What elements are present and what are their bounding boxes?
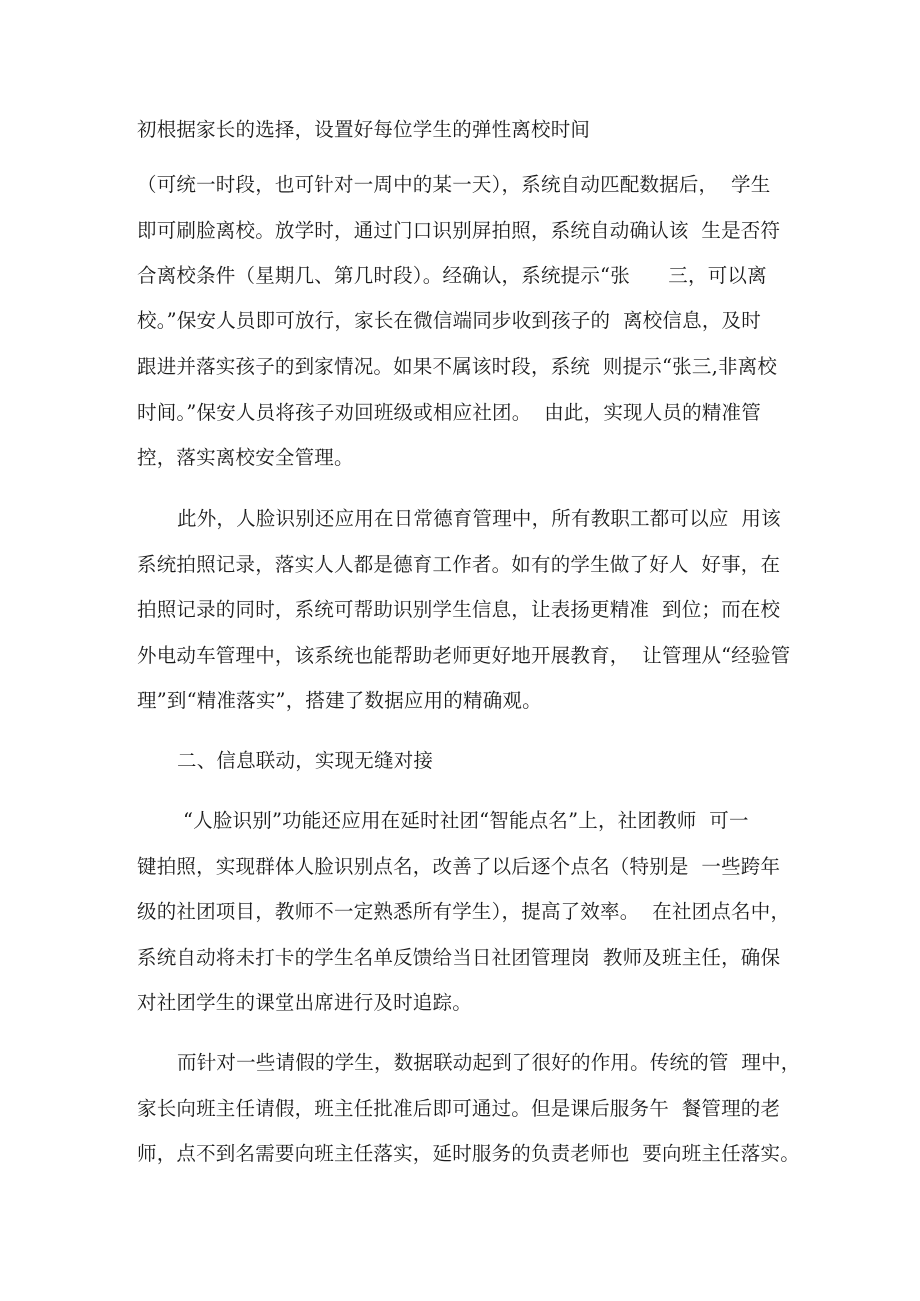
text-line: 键拍照，实现群体人脸识别点名，改善了以后逐个点名（特别是 一些跨年: [137, 855, 781, 878]
text-line: 校。”保安人员即可放行，家长在微信端同步收到孩子的 离校信息，及时: [137, 309, 761, 332]
text-line: 合离校条件（星期几、第几时段）。经确认，系统提示“张 三，可以离: [137, 264, 767, 287]
text-line: 初根据家长的选择，设置好每位学生的弹性离校时间: [137, 118, 591, 141]
text-line: 控，落实离校安全管理。: [137, 446, 354, 469]
paragraph-start-line: 而针对一些请假的学生，数据联动起到了很好的作用。传统的管 理中，: [177, 1051, 801, 1074]
paragraph-start-line: 此外，人脸识别还应用在日常德育管理中，所有教职工都可以应 用该: [177, 507, 781, 530]
text-line: 拍照记录的同时，系统可帮助识别学生信息，让表扬更精准 到位；而在校: [137, 598, 781, 621]
text-line: 家长向班主任请假，班主任批准后即可通过。但是课后服务午 餐管理的老: [137, 1097, 781, 1120]
text-line: 级的社团项目，教师不一定熟悉所有学生），提高了效率。 在社团点名中，: [137, 900, 791, 923]
text-line: 时间。”保安人员将孩子劝回班级或相应社团。 由此，实现人员的精准管: [137, 401, 761, 424]
text-line: （可统一时段，也可针对一周中的某一天），系统自动匹配数据后， 学生: [137, 173, 771, 196]
text-line: 师，点不到名需要向班主任落实，延时服务的负责老师也 要向班主任落实。: [137, 1142, 800, 1165]
section-heading: 二、信息联动，实现无缝对接: [177, 749, 434, 772]
text-line: 跟进并落实孩子的到家情况。如果不属该时段，系统 则提示“张三,非离校: [137, 355, 778, 378]
text-line: 对社团学生的课堂出席进行及时追踪。: [137, 991, 472, 1014]
text-line: 系统自动将未打卡的学生名单反馈给当日社团管理岗 教师及班主任，确保: [137, 946, 781, 969]
text-line: 即可刷脸离校。放学时，通过门口识别屏拍照，系统自动确认该 生是否符: [137, 219, 781, 242]
text-line: 系统拍照记录，落实人人都是德育工作者。如有的学生做了好人 好事，在: [137, 553, 781, 576]
text-line: 外电动车管理中，该系统也能帮助老师更好地开展教育， 让管理从“经验管: [137, 644, 791, 667]
paragraph-start-line: “人脸识别”功能还应用在延时社团“智能点名”上，社团教师 可一: [183, 809, 749, 832]
text-line: 理”到“精准落实”，搭建了数据应用的精确观。: [137, 689, 542, 712]
